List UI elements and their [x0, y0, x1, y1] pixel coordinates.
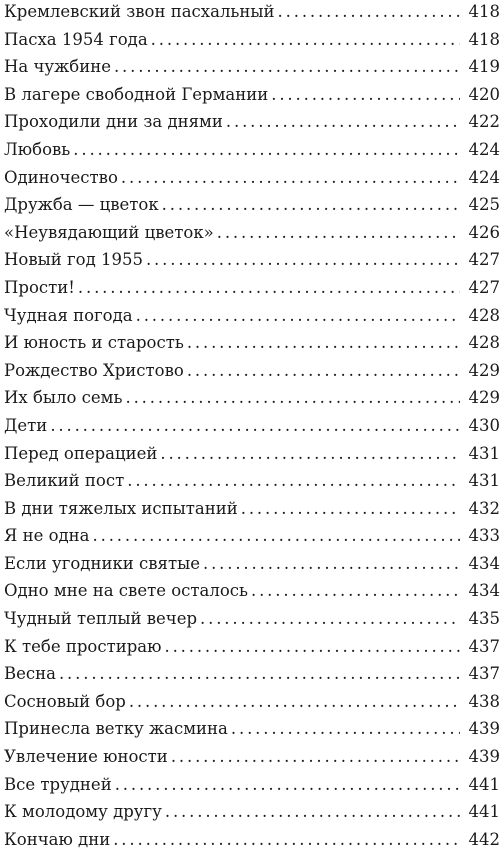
toc-entry [4, 302, 500, 330]
dot-leader [160, 440, 460, 468]
toc-entry [4, 771, 500, 799]
toc-entry-page: 429 [468, 388, 500, 408]
toc-entry-title: Рождество Христово [4, 360, 184, 380]
toc-entry-title: Все трудней [4, 774, 112, 794]
toc-entry-title: «Неувядающий цветок» [4, 222, 214, 242]
toc-entry-page: 437 [468, 636, 500, 656]
toc-entry [4, 384, 500, 412]
dot-leader [127, 467, 460, 495]
toc-entry-page: 442 [468, 829, 500, 849]
dot-leader [162, 191, 460, 219]
toc-entry-title: В дни тяжелых испытаний [4, 498, 238, 518]
toc-entry-title: Перед операцией [4, 443, 158, 463]
dot-leader [171, 743, 460, 771]
toc-entry-page: 434 [468, 553, 500, 573]
dot-leader [93, 522, 460, 550]
toc-entry-page: 428 [468, 305, 500, 325]
dot-leader [73, 136, 460, 164]
toc-entry-page: 434 [468, 581, 500, 601]
toc-entry-page: 438 [468, 691, 500, 711]
toc-entry-page: 439 [468, 719, 500, 739]
toc-entry-title: Весна [4, 664, 56, 684]
dot-leader [78, 274, 460, 302]
dot-leader [231, 715, 460, 743]
toc-entry [4, 246, 500, 274]
dot-leader [59, 660, 460, 688]
toc-entry-page: 419 [468, 57, 500, 77]
toc-entry [4, 81, 500, 109]
toc-entry [4, 26, 500, 54]
toc-entry-page: 432 [468, 498, 500, 518]
toc-entry-page: 441 [468, 774, 500, 794]
toc-entry-title: И юность и старость [4, 333, 184, 353]
dot-leader [251, 577, 460, 605]
toc-entry [4, 0, 500, 26]
toc-entry-page: 427 [468, 277, 500, 297]
dot-leader [114, 53, 460, 81]
toc-entry-title: К молодому другу [4, 802, 162, 822]
toc-entry [4, 467, 500, 495]
toc-entry [4, 440, 500, 468]
dot-leader [203, 550, 460, 578]
toc-entry-page: 441 [468, 802, 500, 822]
dot-leader [200, 605, 460, 633]
toc-entry-title: Кончаю дни [4, 829, 111, 849]
dot-leader [129, 688, 460, 716]
toc-entry-page: 427 [468, 250, 500, 270]
dot-leader [278, 0, 460, 26]
dot-leader [113, 826, 460, 853]
toc-entry-page: 418 [468, 2, 500, 21]
toc-entry [4, 191, 500, 219]
dot-leader [164, 633, 460, 661]
toc-entry [4, 274, 500, 302]
dot-leader [121, 164, 460, 192]
dot-leader [226, 108, 460, 136]
toc-entry [4, 219, 500, 247]
toc-entry [4, 522, 500, 550]
toc-entry [4, 329, 500, 357]
toc-entry-title: Сосновый бор [4, 691, 126, 711]
toc-entry-title: Новый год 1955 [4, 250, 143, 270]
toc-entry-title: Одиночество [4, 167, 118, 187]
toc-entry [4, 605, 500, 633]
toc-entry-page: 435 [468, 609, 500, 629]
toc-entry-page: 418 [468, 29, 500, 49]
toc-entry [4, 412, 500, 440]
toc-entry-title: На чужбине [4, 57, 111, 77]
toc-entry-page: 429 [468, 360, 500, 380]
toc-entry-title: Пасха 1954 года [4, 29, 148, 49]
dot-leader [151, 26, 460, 54]
toc-entry-page: 425 [468, 195, 500, 215]
toc-entry-page: 431 [468, 443, 500, 463]
toc-entry-title: Чудная погода [4, 305, 133, 325]
dot-leader [241, 495, 460, 523]
toc-entry-title: Если угодники святые [4, 553, 200, 573]
toc-entry-title: Принесла ветку жасмина [4, 719, 228, 739]
dot-leader [115, 771, 460, 799]
toc-entry-title: Одно мне на свете осталось [4, 581, 248, 601]
dot-leader [165, 798, 460, 826]
toc-entry-page: 424 [468, 167, 500, 187]
toc-entry-title: Прости! [4, 277, 75, 297]
toc-entry-title: Кремлевский звон пасхальный [4, 2, 275, 21]
toc-entry-title: Их было семь [4, 388, 123, 408]
toc-entry [4, 550, 500, 578]
toc-entry [4, 577, 500, 605]
toc-entry-title: Любовь [4, 139, 71, 159]
dot-leader [126, 384, 461, 412]
toc-entry-page: 422 [468, 112, 500, 132]
toc-entry-title: К тебе простираю [4, 636, 162, 656]
toc-entry-title: Чудный теплый вечер [4, 609, 198, 629]
dot-leader [271, 81, 460, 109]
toc-entry [4, 826, 500, 853]
toc-entry-title: Увлечение юности [4, 747, 168, 767]
toc-entry [4, 108, 500, 136]
toc-entry [4, 357, 500, 385]
toc-entry [4, 660, 500, 688]
toc-entry-title: Дружба — цветок [4, 195, 159, 215]
toc-entry-page: 424 [468, 139, 500, 159]
toc-entry [4, 743, 500, 771]
toc-entry-page: 437 [468, 664, 500, 684]
table-of-contents [4, 0, 500, 853]
toc-entry-page: 439 [468, 747, 500, 767]
toc-entry [4, 495, 500, 523]
toc-entry-title: Дети [4, 415, 48, 435]
toc-entry-page: 420 [468, 84, 500, 104]
toc-entry-page: 428 [468, 333, 500, 353]
toc-entry [4, 688, 500, 716]
toc-entry-page: 430 [468, 415, 500, 435]
toc-entry-title: Я не одна [4, 526, 90, 546]
toc-entry [4, 136, 500, 164]
toc-entry-title: Великий пост [4, 471, 125, 491]
dot-leader [187, 329, 460, 357]
toc-entry-title: В лагере свободной Германии [4, 84, 269, 104]
toc-entry-page: 426 [468, 222, 500, 242]
dot-leader [50, 412, 460, 440]
toc-entry-title: Проходили дни за днями [4, 112, 223, 132]
dot-leader [136, 302, 460, 330]
toc-entry [4, 53, 500, 81]
toc-entry [4, 715, 500, 743]
toc-entry [4, 798, 500, 826]
toc-entry-page: 431 [468, 471, 500, 491]
dot-leader [187, 357, 460, 385]
dot-leader [146, 246, 460, 274]
toc-entry-page: 433 [468, 526, 500, 546]
dot-leader [217, 219, 460, 247]
toc-entry [4, 164, 500, 192]
toc-entry [4, 633, 500, 661]
